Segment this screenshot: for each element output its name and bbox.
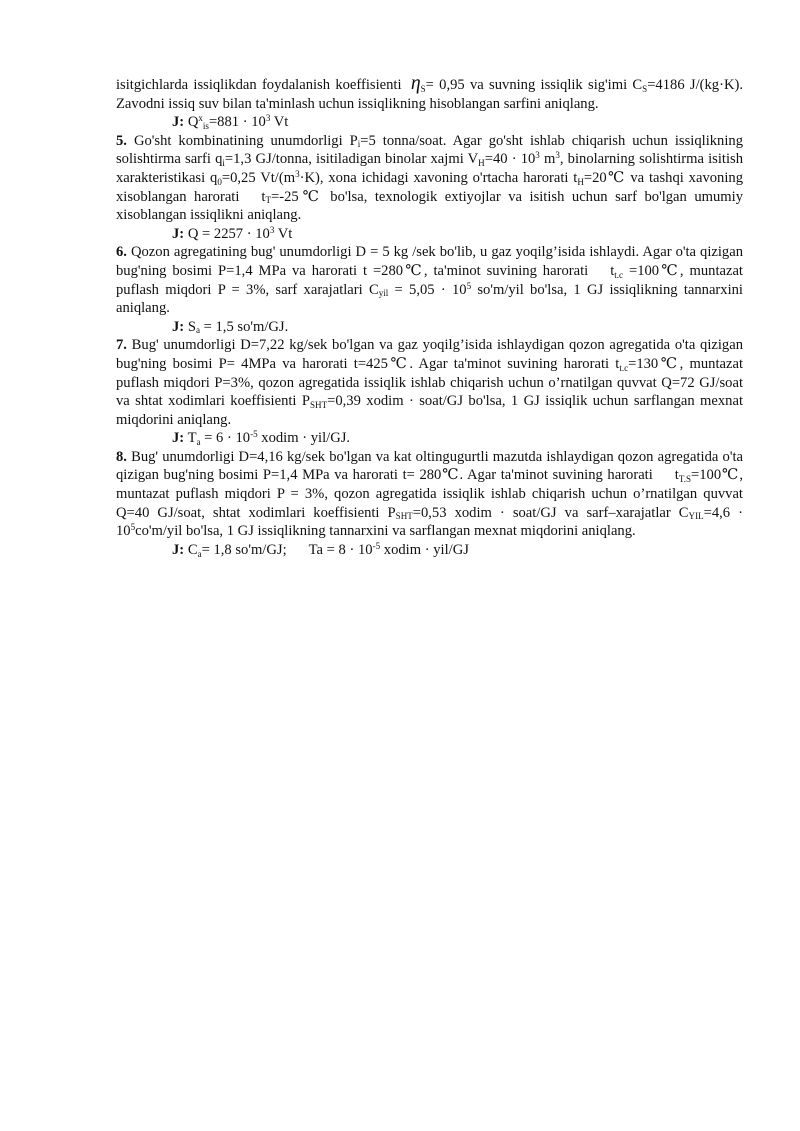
answer-value: =881 · 10 (208, 114, 266, 131)
problem-text-segment: =20℃ va tashqi xavoning xisoblangan harorati (116, 169, 743, 205)
answer-symbol: S (187, 318, 196, 335)
answer-4 (116, 113, 743, 132)
problem-number: 5. (116, 132, 127, 149)
answer-8 (116, 541, 743, 560)
subscript: yil (378, 288, 389, 299)
superscript: 5 (466, 280, 472, 291)
answer-exponent: 3 (269, 224, 275, 235)
answer-symbol: T (187, 430, 197, 447)
subscript: T.S (678, 474, 691, 485)
problem-text-segment: m (539, 151, 556, 168)
answer-value: Q = 2257 · 10 (187, 225, 270, 242)
answer-5 (116, 225, 743, 244)
problem-text-segment: =0,39 xodim · soat/GJ bo'lsa, 1 GJ issiqlik uchun sarflangan mexnat miqdorini aniqlang. (116, 393, 743, 428)
answer-value: = 6 · 10 (200, 430, 251, 447)
answer-exponent: -5 (372, 540, 381, 551)
superscript: 3 (295, 169, 300, 179)
problem-text-segment: =-25℃ bo'lsa, texnologik extiyojlar va isitish uchun sarf bo'lgan umumiy xisoblangan issiqlikni aniqlang. (116, 188, 743, 224)
answer-7 (116, 429, 743, 448)
subscript: i (357, 139, 361, 150)
problem-text-segment: , binolarning solishtirma isitish xarakteristikasi q (116, 151, 743, 186)
problem-text-segment: Go'sht kombinatining unumdorligi P (133, 132, 358, 149)
problem-text-segment: =130℃, muntazat puflash miqdori P=3%, qozon agregatida issiqlik ishlab chiqarish uchun o’rnatilgan quvvat Q=72 GJ/soat va shtat xodimlari koeffisienti P (116, 355, 743, 410)
problem-7 (116, 336, 743, 429)
subscript: t.c (614, 269, 624, 280)
answer-subscript: a (196, 436, 201, 447)
problem-text-segment: t (261, 188, 266, 205)
superscript: 3 (555, 150, 560, 161)
superscript: 5 (130, 522, 136, 533)
problem-text-segment: Bug' unumdorligi D=4,16 kg/sek bo'lgan va kat oltingugurtli mazutda ishlaydigan qozon agregatida o'ta qizigan bug'ning bosimi P=1,4 MPa va harorati t= 280℃. Agar ta'minot suvining harorati (116, 448, 743, 484)
subscript: t.c (619, 362, 629, 373)
answer-unit: Vt (274, 225, 293, 242)
problem-text-segment: =0,25 Vt/(m (221, 169, 296, 186)
answer-unit: xodim · yil/GJ (380, 541, 469, 558)
answer-6 (116, 318, 743, 337)
problem-text-segment: =100℃, muntazat puflash miqdori P = 3%, qozon agregatida issiqlik ishlab chiqarish uchun o’rnatilgan quvvat Q=40 GJ/soat, shtat xodimlari koeffisienti P (116, 467, 743, 521)
answer-value: = 1,5 so'm/GJ. (199, 318, 289, 335)
problem-text-segment: =40 · 10 (484, 151, 536, 168)
answer-value: = 1,8 so'm/GJ; (201, 541, 287, 558)
answer-subscript: is (202, 120, 209, 131)
answer-unit: Vt (270, 114, 289, 131)
problem-number: 6. (116, 244, 127, 261)
answer-exponent: -5 (250, 429, 258, 440)
answer-value: Ta = 8 · 10 (308, 541, 373, 558)
problem-number: 7. (116, 337, 127, 354)
answer-label: J: (172, 225, 185, 242)
problem-text-segment: =5 tonna/soat. Agar go'sht ishlab chiqarish uchun issiqlikning solishtirma sarfi q (116, 132, 743, 168)
problem-text-segment: t (610, 262, 615, 279)
intro-text: =4186 J/(kg·K). Zavodni issiq suv bilan ta'minlash uchun issiqlikning hisoblangan sarfini aniqlang. (116, 77, 744, 112)
problem-number: 8. (116, 448, 127, 465)
intro-text: isitgichlarda issiqlikdan foydalanish koeffisienti (116, 77, 402, 93)
subscript: i (222, 158, 225, 169)
intro-paragraph (116, 72, 744, 113)
answer-label: J: (172, 430, 185, 447)
subscript: YIL (688, 511, 704, 522)
answer-symbol: C (187, 541, 198, 558)
answer-label: J: (172, 318, 185, 335)
eta-subscript: S (420, 83, 426, 94)
subscript: SHT (395, 511, 413, 522)
problem-5 (116, 132, 743, 225)
problem-text-segment: = 5,05 · 10 (388, 281, 467, 298)
problem-text-segment: =100℃, muntazat puflash miqdori P = 3%, sarf xarajatlari C (116, 262, 743, 298)
problem-6 (116, 243, 743, 317)
answer-label: J: (172, 541, 185, 558)
answer-subscript: a (195, 325, 200, 336)
answer-label: J: (172, 114, 185, 131)
cs-subscript: S (642, 83, 648, 94)
answer-subscript: a (197, 548, 202, 559)
eta-symbol: η (410, 72, 421, 94)
subscript: SHT (310, 399, 328, 410)
problem-text-segment: Bug' unumdorligi D=7,22 kg/sek bo'lgan va gaz yoqilg’isida ishlaydigan qozon agregatida o'ta qizigan bug'ning bosimi P= 4MPa va harorati t=425℃. Agar ta'minot suvining harorati t (116, 337, 743, 372)
subscript: H (478, 158, 485, 169)
problem-text-segment: ·K), xona ichidagi xavoning o'rtacha harorati t (299, 169, 578, 186)
problem-text (116, 72, 744, 559)
problem-text-segment: t (674, 467, 679, 484)
answer-exponent: 3 (265, 113, 271, 124)
problem-text-segment: =0,53 xodim · soat/GJ va sarf–xarajatlar C (412, 504, 689, 521)
problem-text-segment: =1,3 GJ/tonna, isitiladigan binolar xajmi V (224, 151, 479, 168)
intro-text: = 0,95 va suvning issiqlik sig'imi C (425, 77, 643, 93)
problem-text-segment: Qozon agregatining bug' unumdorligi D = 5 kg /sek bo'lib, u gaz yoqilg’isida ishlaydi. Agar o'ta qizigan bug'ning bosimi P=1,4 MPa va harorati t =280℃, ta'minot suvining harorati (116, 244, 743, 279)
problem-8 (116, 448, 743, 541)
subscript: 0 (217, 176, 222, 187)
answer-superscript: x (198, 113, 203, 124)
answer-unit: xodim · yil/GJ. (257, 430, 351, 447)
subscript: T (265, 195, 272, 206)
problem-text-segment: co'm/yil bo'lsa, 1 GJ issiqlikning tannarxini va sarflangan mexnat miqdorini aniqlang. (135, 523, 636, 540)
problem-text-segment: so'm/yil bo'lsa, 1 GJ issiqlikning tannarxini aniqlang. (116, 281, 743, 317)
superscript: 3 (535, 150, 540, 161)
subscript: H (577, 176, 584, 187)
answer-symbol: Q (187, 114, 199, 131)
problem-text-segment: =4,6 · 10 (116, 504, 743, 540)
